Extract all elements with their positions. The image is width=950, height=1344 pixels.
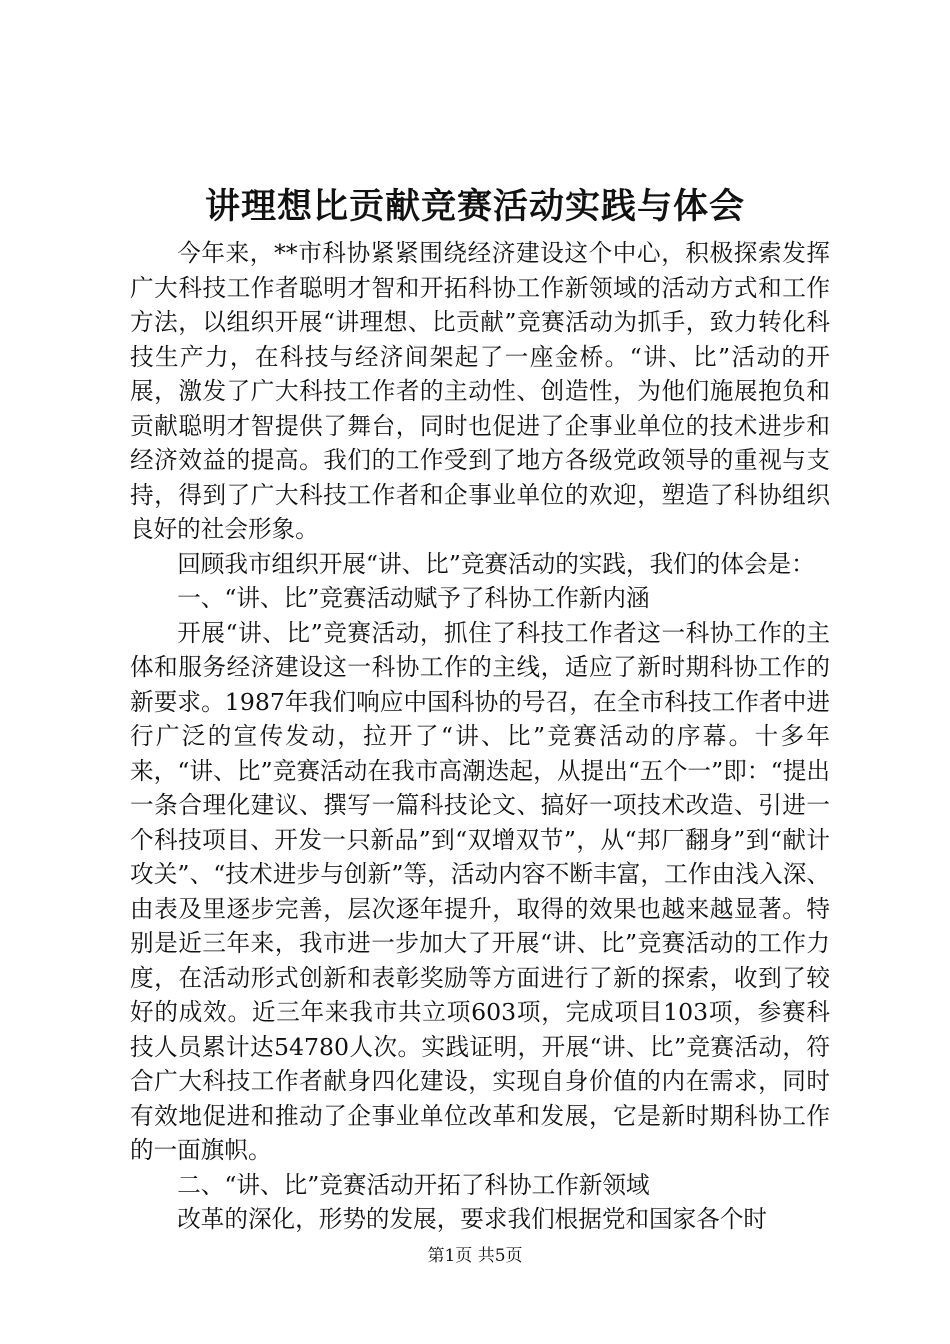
page-number-footer: 第1页 共5页 (427, 1246, 523, 1266)
paragraph-review: 回顾我市组织开展“讲、比”竞赛活动的实践，我们的体会是： (177, 549, 815, 578)
paragraph-intro: 今年来，**市科协紧紧围绕经济建设这个中心，积极探索发挥广大科技工作者聪明才智和开拓科协工作新领域的活动方式和工作方法，以组织开展“讲理想、比贡献”竞赛活动为抓手，致力转化科技生产力，在科技与经济间架起了一座金桥。“讲、比”活动的开展，激发了广大科技工作者的主动性、创造性，为他们施展抱负和贡献聪明才智提供了舞台，同时也促进了企事业单位的技术进步和经济效益的提高。我们的工作受到了地方各级党政领导的重视与支持，得到了广大科技工作者和企事业单位的欢迎，塑造了科协组织良好的社会形象。 (130, 239, 830, 543)
paragraph-section-1: 开展“讲、比”竞赛活动，抓住了科技工作者这一科协工作的主体和服务经济建设这一科协工作的主线，适应了新时期科协工作的新要求。1987年我们响应中国科协的号召，在全市科技工作者中进行广泛的宣传发动，拉开了“讲、比”竞赛活动的序幕。十多年来，“讲、比”竞赛活动在我市高潮迭起，从提出“五个一”即：“提出一条合理化建议、撰写一篇科技论文、搞好一项技术改造、引进一个科技项目、开发一只新品”到“双增双节”，从“邦厂翻身”到“献计攻关”、“技术进步与创新”等，活动内容不断丰富，工作由浅入深、由表及里逐步完善，层次逐年提升，取得的效果也越来越显著。特别是近三年来，我市进一步加大了开展“讲、比”竞赛活动的工作力度，在活动形式创新和表彰奖励等方面进行了新的探索，收到了较好的成效。近三年来我市共立项603项，完成项目103项，参赛科技人员累计达54780人次。实践证明，开展“讲、比”竞赛活动，符合广大科技工作者献身四化建设，实现自身价值的内在需求，同时有效地促进和推动了企事业单位改革和发展，它是新时期科协工作的一面旗帜。 (130, 618, 830, 1164)
document-title: 讲理想比贡献竞赛活动实践与体会 (204, 186, 745, 227)
section-heading-1: 一、“讲、比”竞赛活动赋予了科协工作新内涵 (177, 584, 650, 612)
paragraph-section-2: 改革的深化，形势的发展，要求我们根据党和国家各个时 (177, 1205, 768, 1233)
document-body (130, 236, 830, 1237)
section-heading-2: 二、“讲、比”竞赛活动开拓了科协工作新领域 (177, 1170, 650, 1199)
